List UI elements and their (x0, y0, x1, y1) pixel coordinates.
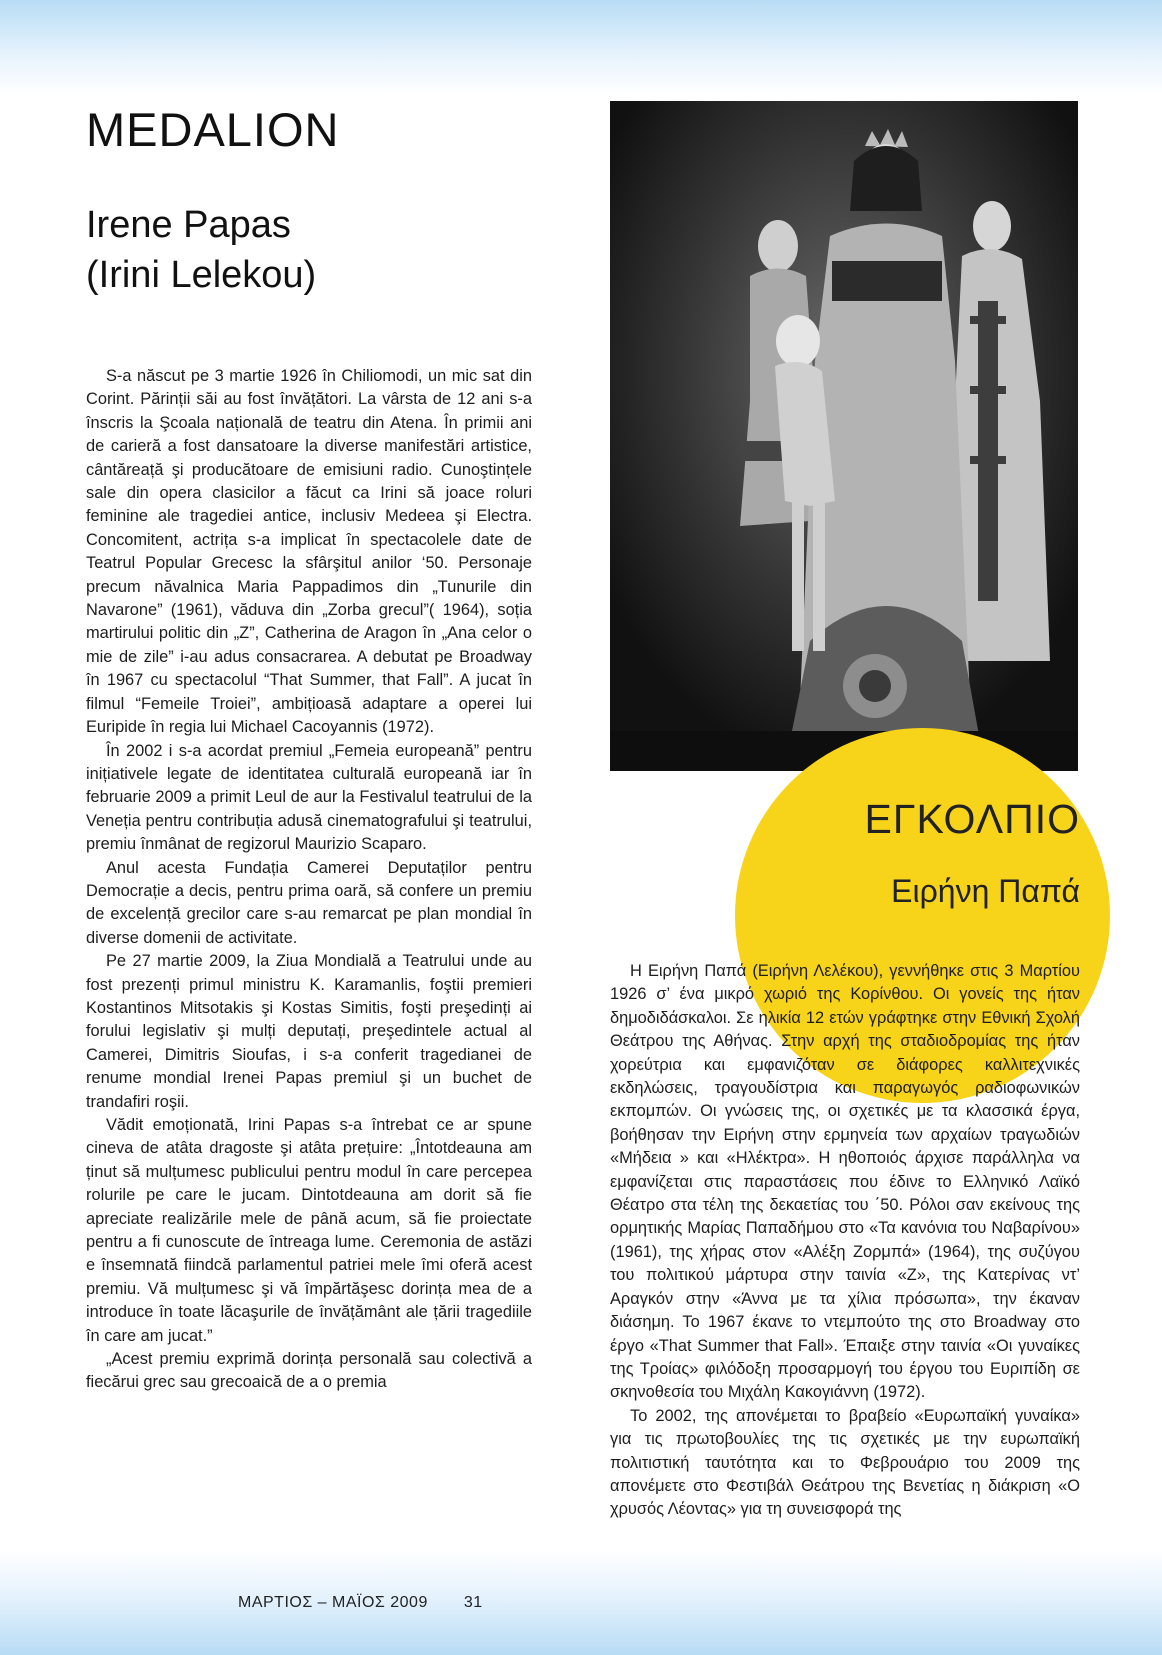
section-title: MEDALION (86, 103, 340, 156)
ro-paragraph-2: În 2002 i s-a acordat premiul „Femeia europeană” pentru inițiativele legate de identitatea culturală europeană iar în februarie 2009 a primit Leul de aur la Festivalul teatrului de la Veneția pentru contribuția adusă cinematografului şi teatrului, premiu înmânat de regizorul Maurizio Scaparo. (86, 741, 532, 854)
article-title (86, 200, 316, 300)
romanian-article-body (86, 365, 532, 1395)
page-footer (238, 1594, 483, 1612)
top-gradient-band (0, 0, 1162, 95)
gr-paragraph-1: Η Ειρήνη Παπά (Ειρήνη Λελέκου), γεννήθηκε στις 3 Μαρτίου 1926 σ’ ένα μικρό χωριό της Κορίνθου. Οι γονείς της ήταν δημοδιδάσκαλοι. Σε ηλικία 12 ετών γράφτηκε στην Εθνική Σχολή Θεάτρου της Αθήνας. Στην αρχή της σταδιοδρομίας της ήταν χορεύτρια και εμφανιζόταν σε διάφορες καλλιτεχνικές εκδηλώσεις, τραγουδίστρια και παραγωγός ραδιοφωνικών εκπομπών. Οι γνώσεις της, οι σχετικές με τα κλασσικά έργα, βοήθησαν την Ειρήνη στην ερμηνεία των αρχαίων τραγωδιών «Μήδεια » και «Ηλέκτρα». Η ηθοποιός άρχισε παράλληλα να εμφανίζεται στις παραστάσεις που έδινε το Ελληνικό Λαϊκό Θέατρο στα τέλη της δεκαετίας του ΄50. Ρόλοι σαν εκείνους της ορμητικής Μαρίας Παπαδήμου στο «Τα κανόνια του Ναβαρίνου» (1961), της χήρας στον «Αλέξη Ζορμπά» (1964), της συζύγου του πολιτικού μάρτυρα στην ταινία «Ζ», της Κατερίνας ντ’ Αραγκόν στην «Άννα με τα χίλια πρόσωπα», την έκαναν διάσημη. Το 1967 έκανε το ντεμπούτο της στο Broadway στο έργο «That Summer that Fall». Έπαιξε στην ταινία «Οι γυναίκες της Τροίας» φιλόδοξη προσαρμογή του έργου του Ευριπίδη σε σκηνοθεσία του Μιχάλη Κακογιάννη (1972). (610, 962, 1080, 1402)
article-title-birth-name: (Irini Lelekou) (86, 254, 317, 296)
bottom-gradient-band (0, 1550, 1162, 1655)
greek-article-body (610, 960, 1080, 1522)
gr-paragraph-2: Το 2002, της απονέμεται το βραβείο «Ευρωπαϊκή γυναίκα» για τις πρωτοβουλίες της τις σχετικές με την ευρωπαϊκή πολιτιστική ταυτότητα και το Φεβρουάριο του 2009 της απονέμετε στο Φεστιβάλ Θεάτρου της Βενετίας η διάκριση «Ο χρυσός Λέοντας» για τη συνεισφορά της (610, 1406, 1080, 1519)
article-title-name: Irene Papas (86, 204, 291, 246)
ro-paragraph-5: Vădit emoționată, Irini Papas s-a întrebat ce ar spune cineva de atâta dragoste şi atâta prețuire: „Întotdeauna am ținut să mulțumesc publicului pentru modul în care percepea rolurile pe care le jucam. Dintotdeauna am dorit să fie apreciate realizările mele de până acum, să fie proiectate pentru a fi cunoscute de întreaga lume. Ceremonia de astăzi e însemnată fiindcă parlamentul patriei mele îmi oferă acest premiu. Vă mulțumesc şi vă împărtăşesc dorința mea de a introduce în toate lăcaşurile de învățământ ale țării tragediile în care am jucat.” (86, 1116, 532, 1345)
ro-paragraph-6: „Acest premiu exprimă dorința personală sau colectivă a fiecărui grec sau grecoaică de a o premia (86, 1350, 532, 1392)
stage-photo (610, 101, 1078, 771)
greek-article-name: Ειρήνη Παπά (891, 873, 1080, 909)
greek-section-title: ΕΓΚΟΛΠΙΟ (864, 796, 1080, 842)
stage-photo-icon (610, 101, 1078, 771)
ro-paragraph-1: S-a născut pe 3 martie 1926 în Chiliomodi, un mic sat din Corint. Părinții săi au fost învățători. La vârsta de 12 ani s-a înscris la Şcoala națională de teatru din Atena. În primii ani de carieră a fost dansatoare la diverse manifestări artistice, cântăreață şi producătoare de emisiuni radio. Cunoştințele sale din opera clasicilor a făcut ca Irini să joace roluri feminine ale tragediei antice, inclusiv Medeea şi Electra. Concomitent, actrița s-a implicat în spectacolele date de Teatrul Popular Grecesc la sfârşitul anilor ‘50. Personaje precum năvalnica Maria Pappadimos din „Tunurile din Navarone” (1961), văduva din „Zorba grecul”( 1964), soția martirului politic din „Z”, Catherina de Aragon în „Ana celor o mie de zile” i-au adus consacrarea. A debutat pe Broadway în 1967 cu spectacolul “That Summer, that Fall”. A jucat în filmul “Femeile Troiei”, ambițioasă adaptare a operei lui Euripide în regia lui Michael Cacoyannis (1972). (86, 367, 532, 737)
ro-paragraph-3: Anul acesta Fundația Camerei Deputaților pentru Democrație a decis, pentru prima oară, să confere un premiu de excelență grecilor care s-au remarcat pe plan mondial în diverse domenii de activitate. (86, 858, 532, 947)
footer-issue: ΜΑΡΤΙΟΣ – ΜΑΪΟΣ 2009 (238, 1594, 428, 1611)
ro-paragraph-4: Pe 27 martie 2009, la Ziua Mondială a Teatrului unde au fost prezenți primul ministru K. Karamanlis, foştii premieri Kostantinos Mitsotakis şi Kostas Simitis, foşti preşedinți ai forului legislativ şi mulți deputați, preşedintele actual al Camerei, Dimitris Sioufas, i s-a conferit tragedianei de renume mondial Irenei Papas premiul şi un buchet de trandafiri roşii. (86, 952, 532, 1111)
page-number: 31 (463, 1594, 483, 1611)
